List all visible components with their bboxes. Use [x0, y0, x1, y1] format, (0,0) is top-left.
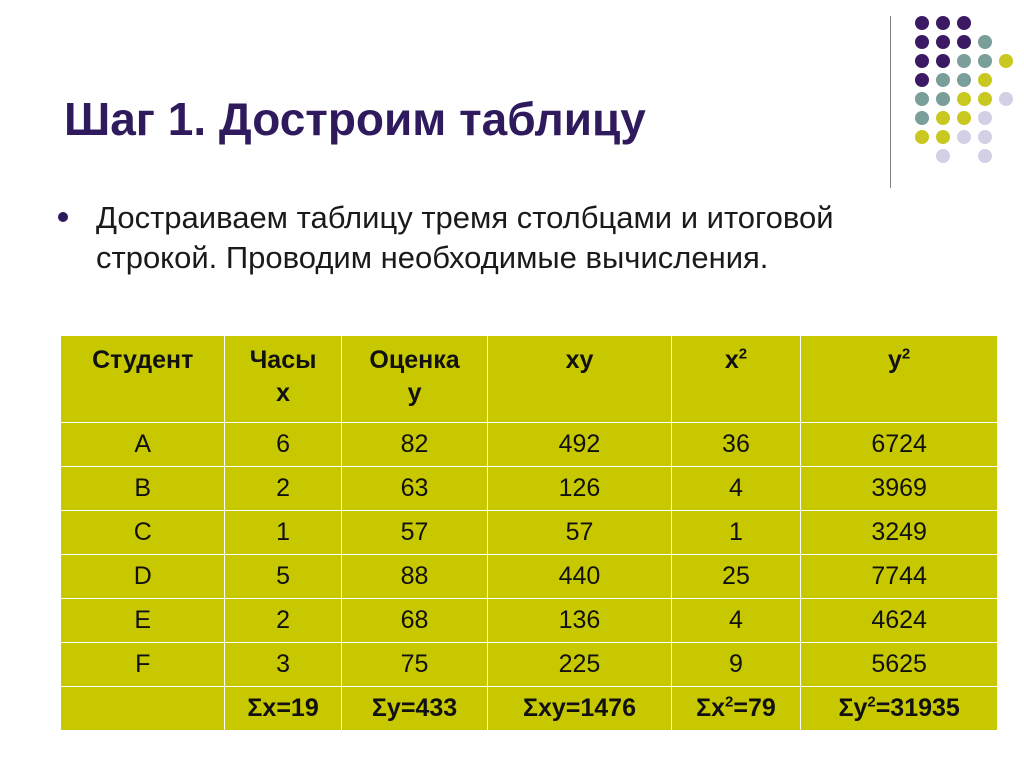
header-label: x	[724, 346, 739, 374]
header-grade	[341, 336, 488, 423]
table-cell: C	[61, 511, 225, 555]
dot-icon	[957, 111, 971, 125]
table-cell: 63	[341, 467, 488, 511]
header-student	[61, 336, 225, 423]
table-cell: 82	[341, 423, 488, 467]
table-cell: 2	[225, 467, 341, 511]
header-xy	[488, 336, 671, 423]
table-cell: 57	[341, 511, 488, 555]
header-label: Оценка	[369, 346, 460, 374]
table-row	[61, 555, 998, 599]
header-label: y	[888, 346, 902, 374]
table-cell: 440	[488, 555, 671, 599]
table-cell: 126	[488, 467, 671, 511]
table-cell: F	[61, 643, 225, 687]
table-cell: 492	[488, 423, 671, 467]
data-table	[60, 335, 998, 731]
dot-icon	[999, 54, 1013, 68]
dot-icon	[978, 35, 992, 49]
dot-icon	[915, 16, 929, 30]
header-label: Часы	[249, 346, 317, 374]
dot-icon	[936, 73, 950, 87]
table-cell: E	[61, 599, 225, 643]
dot-icon	[978, 149, 992, 163]
header-variable: x	[276, 379, 291, 407]
dot-icon	[978, 54, 992, 68]
dot-icon	[936, 149, 950, 163]
total-sum-xy: Σxy=1476	[488, 687, 671, 731]
dot-icon	[915, 111, 929, 125]
dot-icon	[957, 35, 971, 49]
table-cell: 9	[671, 643, 801, 687]
dot-icon	[957, 92, 971, 106]
table-cell: 7744	[801, 555, 998, 599]
table-cell: 25	[671, 555, 801, 599]
header-x-squared	[671, 336, 801, 423]
total-label: Σx	[696, 694, 726, 722]
total-label: Σy	[838, 694, 868, 722]
total-cell-empty	[61, 687, 225, 731]
total-sum-x-squared	[671, 687, 801, 731]
total-value: =31935	[875, 694, 960, 722]
dot-icon	[936, 111, 950, 125]
table-cell: 1	[225, 511, 341, 555]
table-cell: 68	[341, 599, 488, 643]
dot-icon	[915, 73, 929, 87]
slide-title: Шаг 1. Достроим таблицу	[64, 93, 646, 145]
total-exponent: 2	[725, 693, 734, 711]
table-cell: 4	[671, 467, 801, 511]
dot-icon	[957, 16, 971, 30]
total-exponent: 2	[867, 693, 876, 711]
table-totals-row	[61, 687, 998, 731]
header-exponent: 2	[738, 345, 748, 363]
dot-icon	[978, 111, 992, 125]
dot-icon	[915, 130, 929, 144]
dot-icon	[978, 73, 992, 87]
table-cell: 57	[488, 511, 671, 555]
header-exponent: 2	[901, 345, 911, 363]
header-variable: y	[407, 379, 422, 407]
table-cell: 3249	[801, 511, 998, 555]
table-cell: A	[61, 423, 225, 467]
dot-icon	[978, 92, 992, 106]
total-sum-x: Σx=19	[225, 687, 341, 731]
dot-icon	[936, 92, 950, 106]
dot-icon	[957, 54, 971, 68]
table-row	[61, 511, 998, 555]
dot-icon	[978, 130, 992, 144]
table-cell: 3	[225, 643, 341, 687]
header-label: Студент	[92, 346, 194, 374]
table-cell: 5625	[801, 643, 998, 687]
table-cell: B	[61, 467, 225, 511]
total-value: =79	[733, 694, 776, 722]
table-row	[61, 467, 998, 511]
table-row	[61, 599, 998, 643]
header-hours	[225, 336, 341, 423]
table-cell: 225	[488, 643, 671, 687]
total-sum-y: Σy=433	[341, 687, 488, 731]
table-cell: 136	[488, 599, 671, 643]
table-cell: 6	[225, 423, 341, 467]
bullet-text: Достраиваем таблицу тремя столбцами и итоговой строкой. Проводим необходимые вычисления.	[96, 200, 834, 275]
dot-icon	[999, 92, 1013, 106]
divider-line	[890, 16, 891, 188]
table-row	[61, 423, 998, 467]
table-cell: 5	[225, 555, 341, 599]
dot-icon	[936, 130, 950, 144]
table-cell: 6724	[801, 423, 998, 467]
dot-icon	[957, 130, 971, 144]
dot-icon	[915, 54, 929, 68]
dot-icon	[936, 54, 950, 68]
table-body	[61, 423, 998, 687]
table-cell: 4624	[801, 599, 998, 643]
dot-icon	[915, 35, 929, 49]
decorative-dot-grid	[900, 10, 1020, 180]
header-y-squared	[801, 336, 998, 423]
dot-icon	[957, 73, 971, 87]
table-cell: 3969	[801, 467, 998, 511]
table-cell: 2	[225, 599, 341, 643]
table-cell: 36	[671, 423, 801, 467]
total-sum-y-squared	[801, 687, 998, 731]
header-label: xy	[565, 346, 594, 374]
dot-icon	[915, 92, 929, 106]
table-row	[61, 643, 998, 687]
table-cell: 4	[671, 599, 801, 643]
bullet-icon	[58, 212, 68, 222]
table-header-row	[61, 336, 998, 423]
dot-icon	[936, 16, 950, 30]
table-cell: D	[61, 555, 225, 599]
table-cell: 1	[671, 511, 801, 555]
dot-icon	[936, 35, 950, 49]
table-cell: 88	[341, 555, 488, 599]
table-cell: 75	[341, 643, 488, 687]
